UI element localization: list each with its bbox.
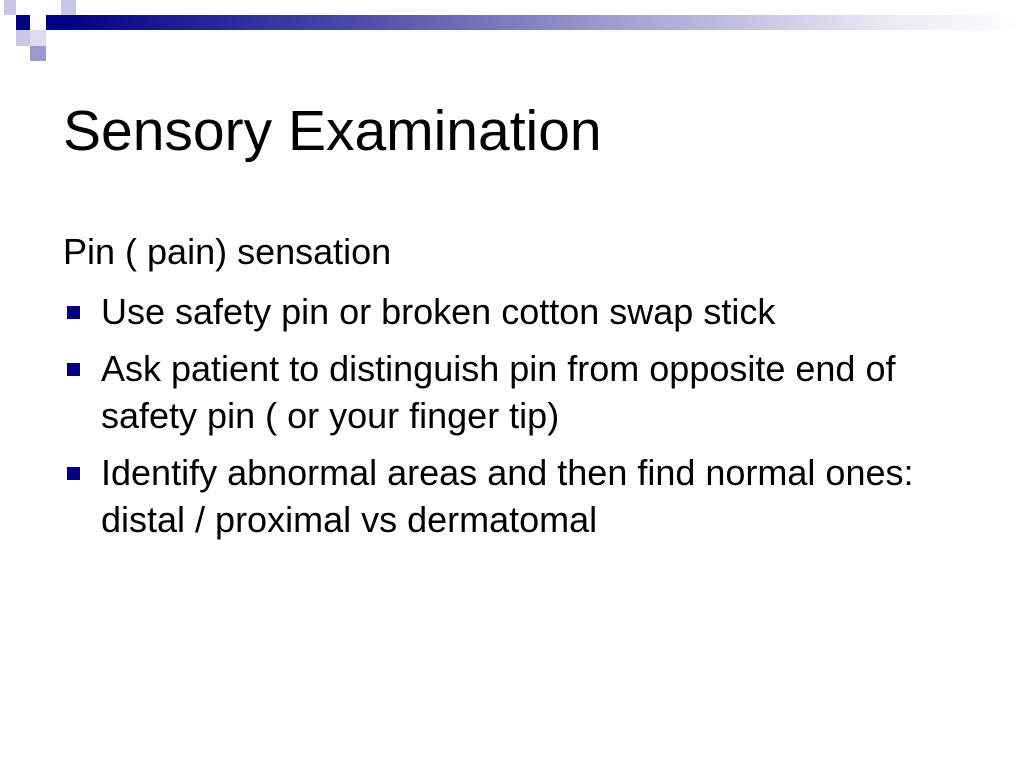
bullet-text: Ask patient to distinguish pin from opposite end of safety pin ( or your finger tip) — [101, 348, 896, 436]
decorative-square — [16, 30, 30, 46]
square-bullet-icon — [67, 363, 80, 376]
decorative-square — [30, 46, 46, 61]
header-gradient-bar — [61, 15, 1024, 30]
bullet-text: Use safety pin or broken cotton swap stick — [101, 291, 776, 332]
square-bullet-icon — [67, 467, 80, 480]
intro-line: Pin ( pain) sensation — [63, 231, 392, 272]
slide-title: Sensory Examination — [63, 99, 602, 163]
square-bullet-icon — [67, 306, 80, 319]
decorative-square — [16, 15, 30, 30]
bullet-list — [63, 288, 963, 553]
decorative-square — [4, 0, 16, 15]
decorative-square — [46, 15, 61, 30]
bullet-text: Identify abnormal areas and then find normal ones: distal / proximal vs dermatomal — [101, 452, 914, 540]
bullet-item — [63, 449, 963, 543]
decorative-square — [30, 30, 46, 46]
bullet-item — [63, 288, 963, 335]
bullet-item — [63, 345, 963, 439]
decorative-square — [61, 0, 76, 15]
